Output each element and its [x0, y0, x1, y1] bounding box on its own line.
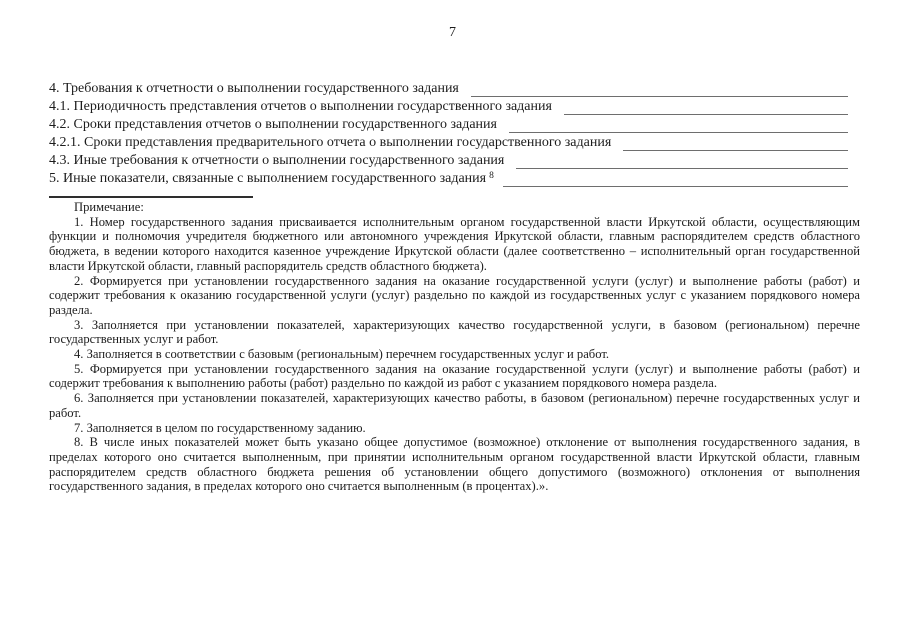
- note-paragraph-4: 4. Заполняется в соответствии с базовым (региональным) перечнем государственных услуг и работ.: [74, 347, 610, 362]
- form-line-label: 4.3. Иные требования к отчетности о выполнении государственного задания: [49, 153, 505, 168]
- form-line-label: 5. Иные показатели, связанные с выполнением государственного задания: [49, 171, 487, 186]
- form-line-5: [49, 169, 860, 187]
- note-paragraph-5: 5. Формируется при установлении государственного задания на оказание государственной услуги (услуг) и выполнение работы (работ) и содержит требования к выполнению работы (работ) раздельно по каждой из работ с указанием порядкового номера раздела.: [49, 361, 860, 391]
- notes-heading: Примечание:: [74, 200, 144, 214]
- form-line-4: [49, 79, 860, 97]
- note-paragraph-2: 2. Формируется при установлении государственного задания на оказание государственной услуги (услуг) и выполнение работы (работ) и содержит требования к оказанию государственной услуги (услуг) раздельно по каждой из государственных услуг с указанием порядкового номера раздела.: [49, 273, 860, 317]
- form-line-label: 4.2.1. Сроки представления предварительного отчета о выполнении государственного задания: [49, 135, 612, 150]
- note-paragraph-1: 1. Номер государственного задания присваивается исполнительным органом государственной власти Иркутской области, осуществляющим функции и полномочия учредителя бюджетного или автономного учреждения Иркутской области, главным распорядителем средств областного бюджета, в ведении которого находится казенное учреждение Иркутской области (далее соответственно – исполнительный орган государственной власти Иркутской области, главный распорядитель средств областного бюджета).: [49, 214, 860, 273]
- form-section: [49, 79, 860, 187]
- fill-in-blank: [623, 136, 848, 151]
- fill-in-blank: [471, 82, 848, 97]
- footnote-separator-line: [49, 196, 253, 198]
- note-paragraph-6: 6. Заполняется при установлении показателей, характеризующих качество работы, в базовом (региональном) перечне государственных услуг и работ.: [49, 391, 860, 420]
- form-line-label: 4. Требования к отчетности о выполнении государственного задания: [49, 81, 459, 96]
- page-number: 7: [449, 25, 456, 40]
- form-line-4-2: [49, 115, 860, 133]
- form-line-4-3: [49, 151, 860, 169]
- form-line-4-1: [49, 97, 860, 115]
- form-line-label: 4.1. Периодичность представления отчетов о выполнении государственного задания: [49, 99, 552, 114]
- note-paragraph-8: 8. В числе иных показателей может быть указано общее допустимое (возможное) отклонение от выполнения государственного задания, в пределах которого оно считается выполненным, при принятии исполнительным органом государственной власти Иркутской области, главным распорядителем средств областного бюджета решения об установлении общего допустимого (возможного) отклонения от выполнения государственного задания, в пределах которого оно считается выполненным (в процентах).».: [49, 435, 860, 494]
- notes-section: [49, 200, 860, 494]
- note-paragraph-7: 7. Заполняется в целом по государственному заданию.: [74, 420, 366, 435]
- fill-in-blank: [503, 172, 848, 187]
- fill-in-blank: [516, 154, 848, 169]
- fill-in-blank: [564, 100, 848, 115]
- form-line-label: 4.2. Сроки представления отчетов о выполнении государственного задания: [49, 117, 497, 132]
- fill-in-blank: [509, 118, 848, 133]
- footnote-reference: 8: [489, 171, 494, 181]
- form-line-4-2-1: [49, 133, 860, 151]
- note-paragraph-3: 3. Заполняется при установлении показателей, характеризующих качество государственной услуги, в базовом (региональном) перечне государственных услуг и работ.: [49, 317, 860, 347]
